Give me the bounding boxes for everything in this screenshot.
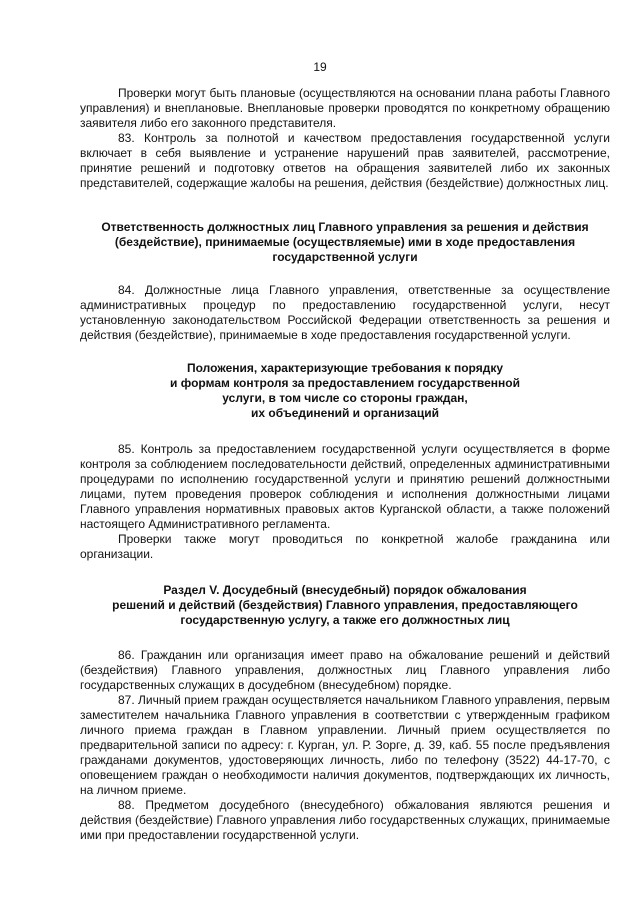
paragraph-88: 88. Предметом досудебного (внесудебного) обжалования являются решения и действия (бездействие) Главного управления либо государственных служащих, принимаемые ими при предоставлении государственной услуги. [80, 798, 610, 842]
heading-control-line: и формам контроля за предоставлением государственной [170, 376, 520, 390]
page-number: 19 [313, 60, 327, 74]
heading-section-5-line: решений и действий (бездействия) Главного управления, предоставляющего [112, 598, 578, 612]
paragraph-86: 86. Гражданин или организация имеет право на обжалование решений и действий (бездействия) Главного управления, должностных лиц Главного управления либо государственных служащих в досудебном (внесудебном) порядке. [80, 648, 610, 692]
paragraph-checks-complaint: Проверки также могут проводиться по конкретной жалобе гражданина или организации. [80, 532, 610, 561]
heading-control-line: Положения, характеризующие требования к порядку [186, 361, 504, 375]
paragraph-84: 84. Должностные лица Главного управления, ответственные за осуществление административных процедур по предоставлению государственной услуги, несут установленную законодательством Российской Федерации ответственность за решения и действия (бездействие), принимаемые в ходе предоставления государственной услуги. [80, 283, 610, 342]
page-content [80, 86, 610, 843]
heading-section-5 [80, 583, 610, 628]
heading-control-line: их объединений и организаций [251, 406, 439, 420]
paragraph-83: 83. Контроль за полнотой и качеством предоставления государственной услуги включает в себя выявление и устранение нарушений прав заявителей, рассмотрение, принятие решений и подготовку ответов на обращения заявителей либо их законных представителей, содержащие жалобы на решения, действия (бездействие) должностных лиц. [80, 131, 610, 190]
heading-section-5-line: государственную услугу, а также его должностных лиц [180, 613, 510, 627]
paragraph-85: 85. Контроль за предоставлением государственной услуги осуществляется в форме контроля за соблюдением последовательности действий, определенных административными процедурами по исполнению государственной услуги и принятию решений должностными лицами, путем проведения проверок соблюдения и исполнения должностными лицами Главного управления нормативных правовых актов Курганской области, а также положений настоящего Административного регламента. [80, 442, 610, 531]
heading-section-5-line: Раздел V. Досудебный (внесудебный) порядок обжалования [163, 583, 527, 597]
heading-responsibility: Ответственность должностных лиц Главного управления за решения и действия (бездействие), принимаемые (осуществляемые) ими в ходе предоставления государственной услуги [101, 220, 589, 264]
heading-control-provisions [80, 361, 610, 421]
paragraph-87: 87. Личный прием граждан осуществляется начальником Главного управления, первым заместителем начальника Главного управления в соответствии с утвержденным графиком личного приема граждан в Главном управлении. Личный прием осуществляется по предварительной записи по адресу: г. Курган, ул. Р. Зорге, д. 39, каб. 55 после предъявления гражданами документов, удостоверяющих личность, либо по телефону (3522) 44-17-70, с оповещением граждан о необходимости наличия документов, подтверждающих их личность, на личном приеме. [80, 693, 611, 797]
heading-control-line: услуги, в том числе со стороны граждан, [222, 391, 468, 405]
paragraph-checks-planned: Проверки могут быть плановые (осуществляются на основании плана работы Главного управления) и внеплановые. Внеплановые проверки проводятся по конкретному обращению заявителя либо его законного представителя. [80, 86, 610, 130]
